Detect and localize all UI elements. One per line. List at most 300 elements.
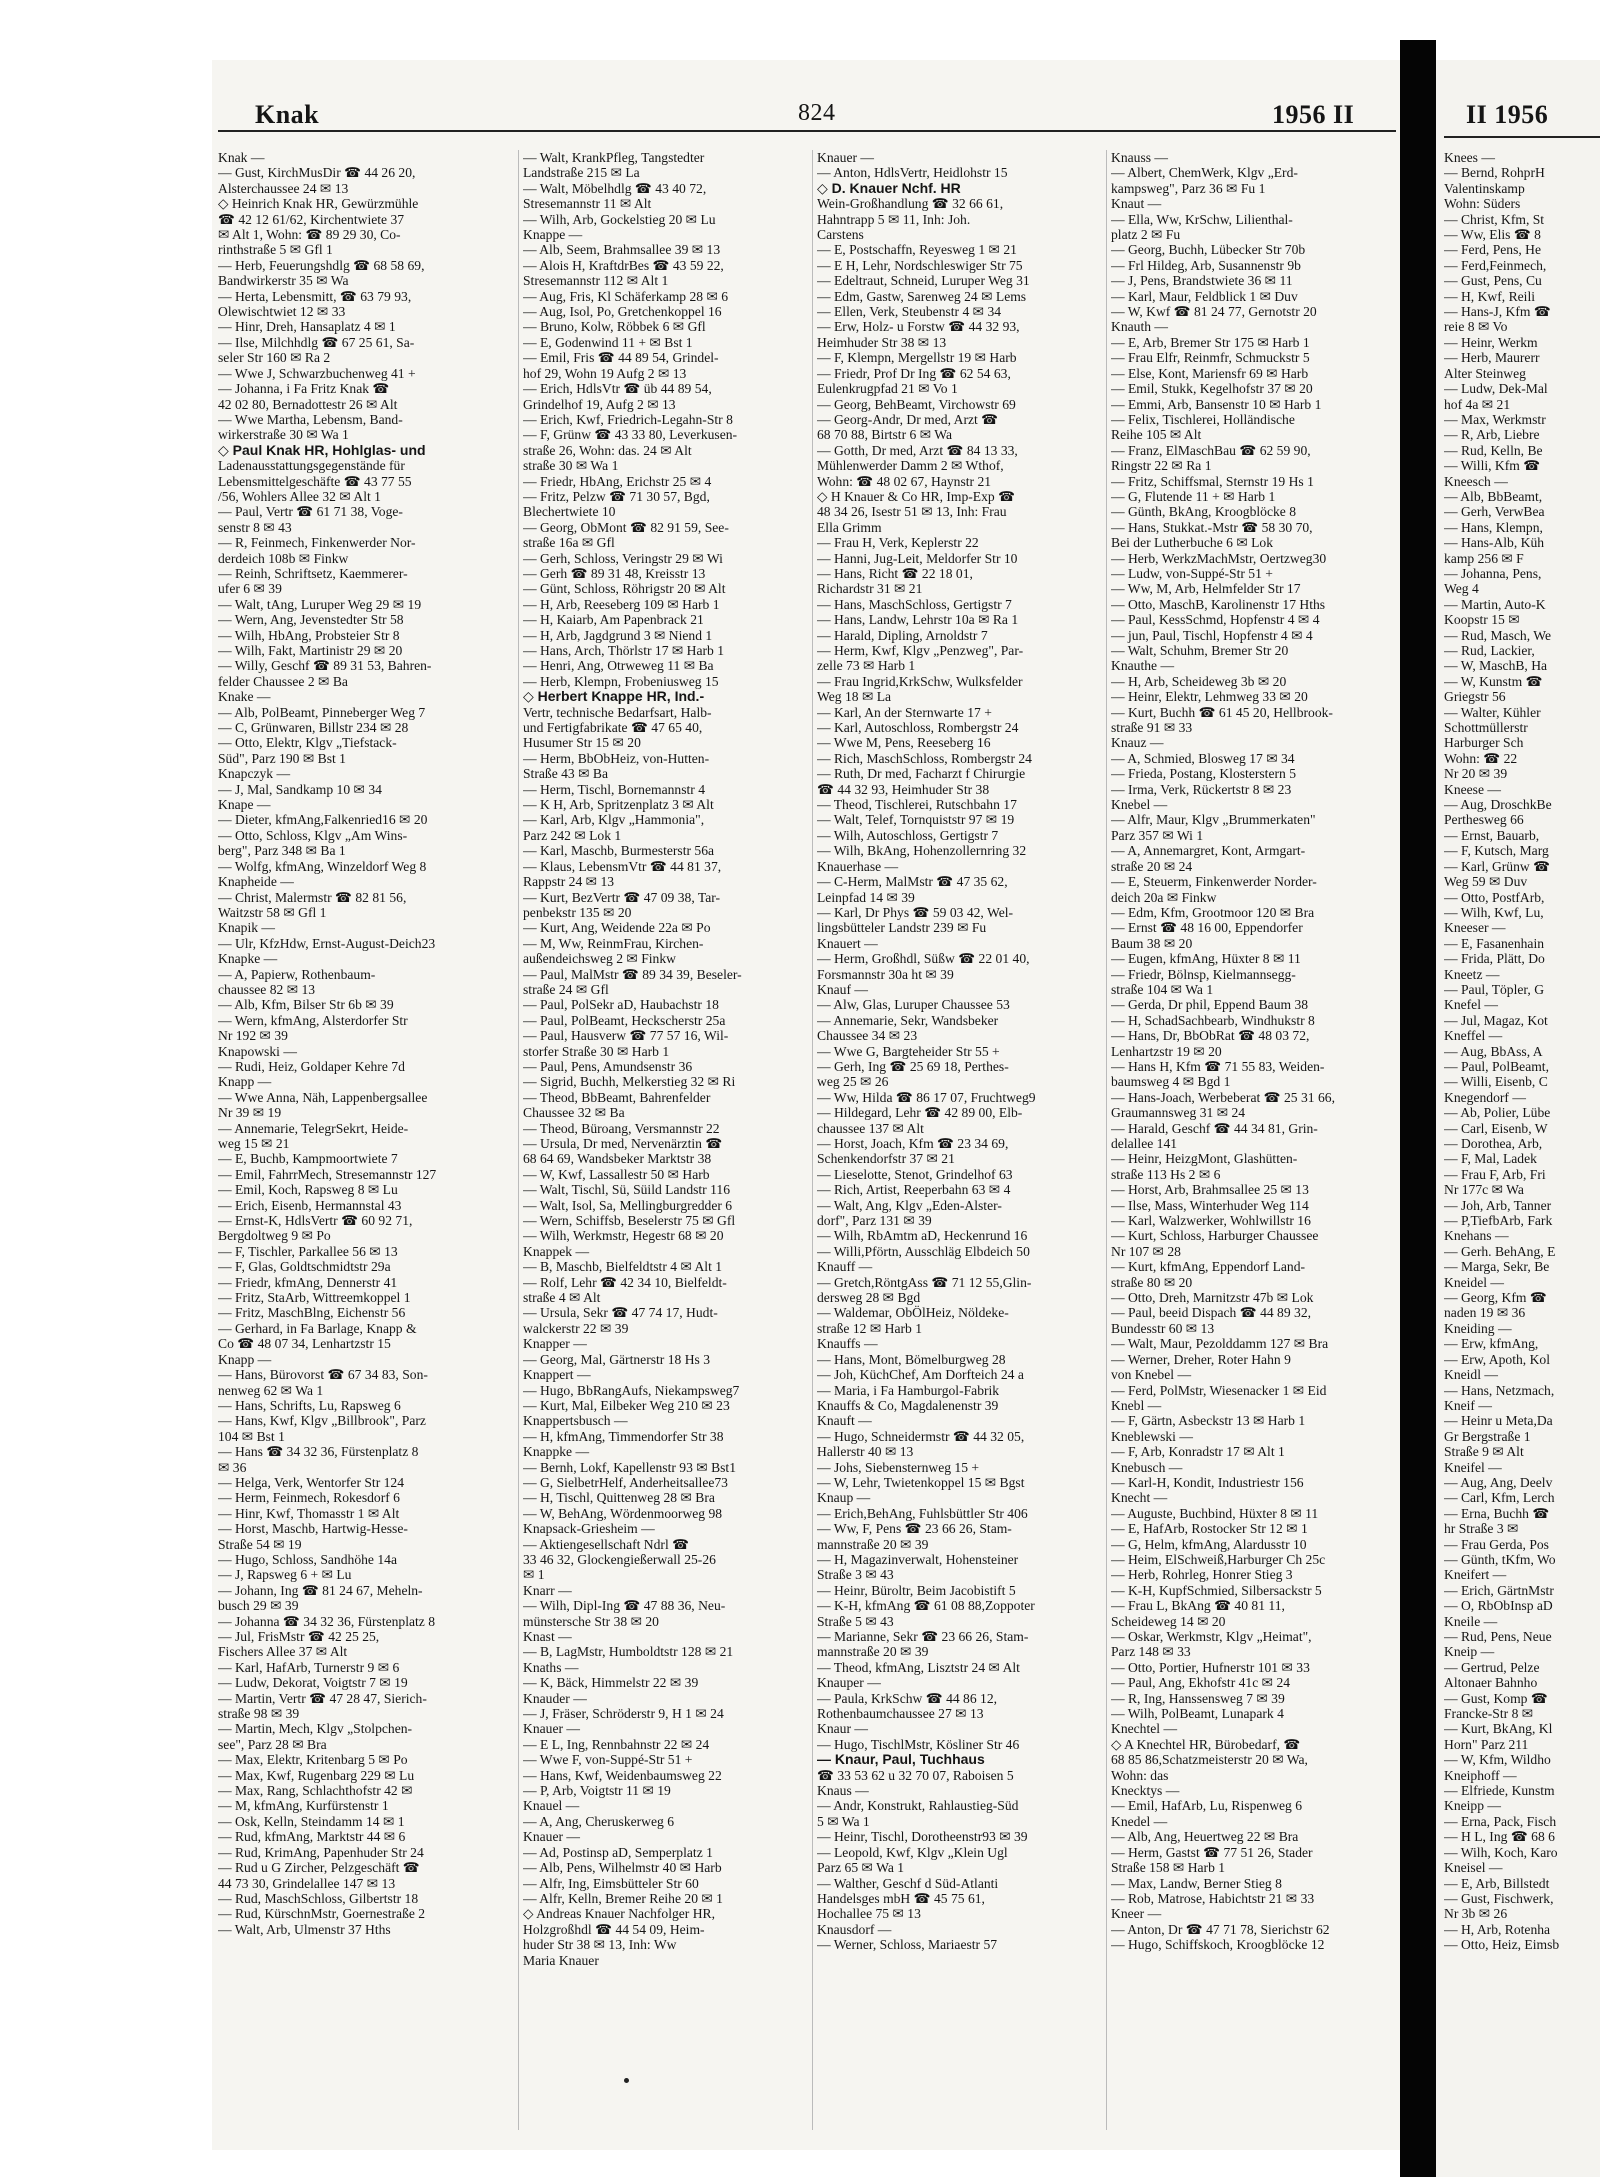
directory-entry-line: — Rich, Artist, Reeperbahn 63 ✉ 4 [817, 1182, 1011, 1198]
directory-entry-line: hof 4a ✉ 21 [1444, 396, 1511, 412]
directory-entry-line: Hahntrapp 5 ✉ 11, Inh: Joh. [817, 211, 971, 227]
directory-entry-line: Horn" Parz 211 [1444, 1736, 1529, 1752]
directory-entry-line: — Felix, Tischlerei, Holländische [1111, 411, 1295, 427]
directory-entry-line: ◇ Heinrich Knak HR, Gewürzmühle [218, 196, 419, 212]
directory-entry-line: — Heinr, HeizgMont, Glashütten- [1111, 1151, 1298, 1167]
directory-entry-line: Knauss — [1111, 150, 1169, 165]
directory-entry-line: /56, Wohlers Allee 32 ✉ Alt 1 [218, 488, 381, 504]
directory-entry-line: Knappe — [523, 227, 583, 243]
directory-entry-line: straße 20 ✉ 24 [1111, 858, 1193, 874]
directory-entry-line: — Wwe G, Bargteheider Str 55 + [817, 1043, 1000, 1059]
directory-entry-line: Handelsges mbH ☎ 45 75 61, [817, 1890, 985, 1906]
directory-entry-line: straße 16a ✉ Gfl [523, 535, 615, 551]
directory-entry-line: — Frau F, Arb, Fri [1444, 1166, 1546, 1182]
directory-entry-line: — Heinr u Meta,Da [1444, 1413, 1553, 1429]
directory-entry-line: — Wilh, Koch, Karo [1444, 1844, 1558, 1860]
directory-entry-line: Nr 177c ✉ Wa [1444, 1182, 1524, 1198]
directory-entry-line: — Reinh, Schriftsetz, Kaemmerer- [218, 565, 408, 581]
running-head-right: 1956 II [1272, 100, 1355, 129]
directory-entry-line: — Edeltraut, Schneid, Luruper Weg 31 [817, 273, 1030, 289]
directory-entry-line: platz 2 ✉ Fu [1111, 227, 1181, 243]
directory-entry-line: Knapik — [218, 920, 276, 936]
directory-entry-line: — Fritz, StaArb, Wittreemkoppel 1 [218, 1290, 411, 1306]
directory-entry-line: 44 73 30, Grindelallee 147 ✉ 13 [218, 1875, 396, 1891]
directory-entry-line: — Kurt, Ang, Weidende 22a ✉ Po [523, 920, 711, 936]
directory-entry-line: — Walther, Geschf d Süd-Atlanti [817, 1875, 999, 1891]
directory-entry-line: ✉ 36 [218, 1459, 247, 1475]
directory-entry-line: reie 8 ✉ Vo [1444, 319, 1508, 335]
directory-entry-line: — A, Schmied, Blosweg 17 ✉ 34 [1111, 750, 1295, 766]
directory-entry-line: Knauerhase — [817, 858, 899, 874]
directory-entry-line: kamp 256 ✉ F [1444, 550, 1524, 566]
directory-entry-line: — Alw, Glas, Luruper Chaussee 53 [817, 997, 1010, 1013]
directory-entry-line: Baum 38 ✉ 20 [1111, 935, 1193, 951]
directory-entry-line: — Friedr, HbAng, Erichstr 25 ✉ 4 [523, 473, 712, 489]
directory-entry-line: Parz 242 ✉ Lok 1 [523, 827, 622, 843]
directory-entry-line: Lebensmittelgeschäfte ☎ 43 77 55 [218, 473, 412, 489]
directory-entry-line: — Willi, Kfm ☎ [1444, 458, 1541, 474]
directory-entry-line: — Kurt, BezVertr ☎ 47 09 38, Tar- [523, 889, 721, 905]
directory-entry-line: — Wilh, RbAmtm aD, Heckenrund 16 [817, 1228, 1028, 1244]
directory-entry-line: — K, Bäck, Himmelstr 22 ✉ 39 [523, 1675, 699, 1691]
directory-entry-line: — F, Tischler, Parkallee 56 ✉ 13 [218, 1243, 398, 1259]
directory-entry-line: — Wilh, HbAng, Probsteier Str 8 [218, 627, 400, 643]
directory-entry-line: — H, SchadSachbearb, Windhukstr 8 [1111, 1012, 1315, 1028]
directory-entry-line: Wohn: Süders [1444, 196, 1521, 212]
directory-entry-line: — Ilse, Milchhdlg ☎ 67 25 61, Sa- [218, 334, 415, 350]
directory-entry-line: Knapke — [218, 951, 278, 967]
directory-entry-line: 33 46 32, Glockengießerwall 25-26 [523, 1551, 716, 1567]
directory-entry-line: — Ellen, Verk, Steubenstr 4 ✉ 34 [817, 304, 1002, 320]
directory-entry-line: — Gertrud, Pelze [1444, 1659, 1540, 1675]
book-gutter [1400, 40, 1436, 2177]
directory-entry-line: — Hildegard, Lehr ☎ 42 89 00, Elb- [817, 1105, 1023, 1121]
directory-entry-line: — Erich, Kwf, Friedrich-Legahn-Str 8 [523, 411, 733, 427]
directory-entry-line: straße 98 ✉ 39 [218, 1706, 300, 1722]
directory-entry-line: — Alfr, Kelln, Bremer Reihe 20 ✉ 1 [523, 1890, 723, 1906]
directory-entry-line: — C, Grünwaren, Billstr 234 ✉ 28 [218, 720, 409, 736]
directory-entry-line: — Otto, Dreh, Marnitzstr 47b ✉ Lok [1111, 1290, 1314, 1306]
directory-entry-line: — Werner, Dreher, Roter Hahn 9 [1111, 1351, 1291, 1367]
directory-entry-line: Knegendorf — [1444, 1089, 1526, 1105]
directory-entry-line: — Alois H, KraftdrBes ☎ 43 59 22, [523, 257, 724, 273]
directory-entry-line: kampsweg", Parz 36 ✉ Fu 1 [1111, 180, 1266, 196]
directory-entry-line: Knauper — [817, 1675, 881, 1691]
directory-entry-line: Kneiphoff — [1444, 1767, 1517, 1783]
directory-entry-line: ◇ Andreas Knauer Nachfolger HR, [523, 1906, 716, 1922]
directory-entry-line: Knape — [218, 797, 271, 813]
directory-entry-line: — Herb, Klempn, Frobeniusweg 15 [523, 673, 719, 689]
directory-entry-line: Knaur — [817, 1721, 868, 1737]
directory-entry-line: 5 ✉ Wa 1 [817, 1813, 870, 1829]
directory-entry-line: — Ww, Elis ☎ 8 [1444, 227, 1541, 243]
directory-entry-line: — F, Kutsch, Marg [1444, 843, 1549, 859]
directory-entry-line: — W, Kfm, Wildho [1444, 1752, 1551, 1768]
directory-entry-line: — H, Arb, Rotenha [1444, 1921, 1551, 1937]
directory-entry-line: straße 113 Hs 2 ✉ 6 [1111, 1166, 1221, 1182]
directory-entry-line: dorf", Parz 131 ✉ 39 [817, 1213, 932, 1229]
directory-entry-line: — Walter, Kühler [1444, 704, 1541, 720]
directory-entry-line: — Walt, tAng, Luruper Weg 29 ✉ 19 [218, 596, 422, 612]
directory-entry-line: Knauff — [817, 1259, 873, 1275]
directory-entry-line: — Aug, DroschkBe [1444, 797, 1552, 813]
directory-entry-line: — F, Grünw ☎ 43 33 80, Leverkusen- [523, 427, 738, 443]
directory-entry-line: senstr 8 ✉ 43 [218, 519, 292, 535]
directory-column-4 [1106, 150, 1371, 2130]
directory-entry-line: — P, Arb, Voigtstr 11 ✉ 19 [523, 1783, 671, 1799]
directory-entry-line: — Rud, MaschSchloss, Gilbertstr 18 [218, 1890, 419, 1906]
directory-entry-line: — Emil, Fris ☎ 44 89 54, Grindel- [523, 350, 719, 366]
directory-entry-line: — Henri, Ang, Otrweweg 11 ✉ Ba [523, 658, 714, 674]
directory-entry-line: — Georg, ObMont ☎ 82 91 59, See- [523, 519, 729, 535]
directory-entry-line: — Johanna, i Fa Fritz Knak ☎ [218, 381, 390, 397]
directory-entry-line: außendeichsweg 2 ✉ Finkw [523, 951, 676, 967]
directory-entry-line: — Emil, FahrrMech, Stresemannstr 127 [218, 1166, 437, 1182]
directory-entry-line: straße 24 ✉ Gfl [523, 981, 609, 997]
directory-entry-line: Knappke — [523, 1444, 590, 1460]
directory-entry-line: — H, Arb, Reeseberg 109 ✉ Harb 1 [523, 596, 720, 612]
directory-entry-line: — Alb, Ang, Heuertweg 22 ✉ Bra [1111, 1829, 1299, 1845]
directory-entry-line: Husumer Str 15 ✉ 20 [523, 735, 641, 751]
directory-entry-line: — Hugo, Schloss, Sandhöhe 14a [218, 1551, 397, 1567]
directory-entry-line: Perthesweg 66 [1444, 812, 1524, 828]
directory-entry-line: — Emmi, Arb, Bansenstr 10 ✉ Harb 1 [1111, 396, 1322, 412]
directory-entry-line: — Aug, BbAss, A [1444, 1043, 1543, 1059]
directory-entry-line: Stresemannstr 11 ✉ Alt [523, 196, 652, 212]
directory-entry-line: Kneip — [1444, 1644, 1495, 1660]
directory-entry-line: — Walt, Ang, Klgv „Eden-Alster- [817, 1197, 1002, 1213]
directory-entry-line: — Ernst-K, HdlsVertr ☎ 60 92 71, [218, 1213, 413, 1229]
directory-entry-line: Wein-Großhandlung ☎ 32 66 61, [817, 196, 1004, 212]
directory-entry-line: Weg 59 ✉ Duv [1444, 874, 1528, 890]
directory-entry-line: ☎ 33 53 62 u 32 70 07, Raboisen 5 [817, 1767, 1014, 1783]
directory-entry-line: — Alfr, Ing, Eimsbütteler Str 60 [523, 1875, 699, 1891]
directory-entry-line: — Rud, KürschnMstr, Goernestraße 2 [218, 1906, 426, 1922]
directory-entry-line: Knapczyk — [218, 766, 291, 782]
directory-entry-line: Knauthe — [1111, 658, 1175, 674]
directory-entry-line: — Hans, Kwf, Klgv „Billbrook", Parz [218, 1413, 426, 1429]
directory-entry-line: — Paul, KessSchmd, Hopfenstr 4 ✉ 4 [1111, 612, 1320, 628]
directory-entry-line: Parz 148 ✉ 33 [1111, 1644, 1191, 1660]
directory-entry-line: Knaths — [523, 1659, 579, 1675]
directory-entry-line: — Herta, Lebensmitt, ☎ 63 79 93, [218, 288, 412, 304]
directory-entry-line: — Gretch,RöntgAss ☎ 71 12 55,Glin- [817, 1274, 1032, 1290]
directory-entry-line: chaussee 82 ✉ 13 [218, 981, 316, 997]
directory-entry-line: — Hans, Mont, Bömelburgweg 28 [817, 1351, 1006, 1367]
directory-entry-line: — Erich, HdlsVtr ☎ üb 44 89 54, [523, 381, 712, 397]
directory-entry-line: Kneidel — [1444, 1274, 1505, 1290]
directory-entry-line: Wohn: ☎ 22 [1444, 750, 1518, 766]
directory-entry-line: — Johanna, Pens, [1444, 565, 1542, 581]
directory-entry-line: Knapowski — [218, 1043, 297, 1059]
directory-entry-line: Knast — [523, 1629, 572, 1644]
directory-entry-line: — Frl Hildeg, Arb, Susannenstr 9b [1111, 257, 1301, 273]
directory-entry-line: — Emil, HafArb, Lu, Rispenweg 6 [1111, 1798, 1303, 1814]
directory-entry-line: — Max, Elektr, Kritenbarg 5 ✉ Po [218, 1752, 408, 1768]
directory-entry-line: Wohn: das [1111, 1767, 1169, 1783]
directory-entry-line: — Frau L, BkAng ☎ 40 81 11, [1111, 1598, 1285, 1614]
directory-entry-line: Scheideweg 14 ✉ 20 [1111, 1613, 1226, 1629]
directory-entry-line: Harburger Sch [1444, 735, 1524, 751]
directory-entry-line: — Walt, Möbelhdlg ☎ 43 40 72, [523, 180, 707, 196]
directory-entry-line: delallee 141 [1111, 1136, 1178, 1151]
directory-entry-line: — K-H, KupfSchmied, Silbersackstr 5 [1111, 1582, 1322, 1598]
directory-entry-line: Kneifert — [1444, 1567, 1507, 1583]
directory-entry-line: — Kurt, kfmAng, Eppendorf Land- [1111, 1259, 1306, 1275]
directory-entry-line: — Dorothea, Arb, [1444, 1136, 1543, 1151]
directory-entry-line: — Albert, ChemWerk, Klgv „Erd- [1111, 165, 1298, 181]
directory-entry-line: Kneer — [1111, 1906, 1162, 1922]
directory-entry-line: — Aktiengesellschaft Ndrl ☎ [523, 1536, 690, 1552]
directory-entry-line: — Max, Werkmstr [1444, 411, 1546, 427]
directory-entry-line: Hochallee 75 ✉ 13 [817, 1906, 921, 1922]
directory-entry-line: Knappek — [523, 1243, 590, 1259]
directory-entry-line: 104 ✉ Bst 1 [218, 1428, 285, 1444]
directory-entry-line: Straße 43 ✉ Ba [523, 766, 609, 782]
directory-entry-line: — H, Tischl, Quittenweg 28 ✉ Bra [523, 1490, 715, 1506]
directory-entry-line: — Frida, Plätt, Do [1444, 951, 1545, 967]
directory-entry-line: Knapper — [523, 1336, 587, 1352]
directory-entry-line: — Ursula, Dr med, Nervenärztin ☎ [523, 1136, 723, 1151]
directory-entry-line: Knees — [1444, 150, 1495, 165]
directory-entry-line: Knecktys — [1111, 1783, 1180, 1799]
directory-entry-line: Knauert — [817, 935, 878, 951]
next-page-column [1444, 150, 1600, 2130]
directory-entry-line: Knake — [218, 689, 271, 705]
directory-entry-line: — Frau Elfr, Reinmfr, Schmuckstr 5 [1111, 350, 1310, 366]
directory-entry-line: Kneesch — [1444, 473, 1508, 489]
directory-entry-line: Knak — [218, 150, 265, 165]
directory-entry-line: Knapheide — [218, 874, 294, 890]
directory-entry-line: — Erna, Pack, Fisch [1444, 1813, 1557, 1829]
directory-entry-line: naden 19 ✉ 36 [1444, 1305, 1526, 1321]
directory-entry-line: Kneeser — [1444, 920, 1506, 936]
directory-entry-line: — Ww, Hilda ☎ 86 17 07, Fruchtweg9 [817, 1089, 1036, 1105]
directory-column-3 [812, 150, 1069, 2130]
directory-entry-line: straße 30 ✉ Wa 1 [523, 458, 619, 474]
directory-entry-line: — Martin, Auto-K [1444, 596, 1546, 612]
directory-entry-line: — Hugo, Schiffskoch, Kroogblöcke 12 [1111, 1937, 1325, 1953]
directory-entry-line: — Hans, Dr, BbObRat ☎ 48 03 72, [1111, 1028, 1310, 1044]
directory-entry-line: Kneffel — [1444, 1028, 1503, 1044]
directory-entry-line: Knehans — [1444, 1228, 1509, 1244]
directory-entry-line: — Fritz, Schiffsmal, Sternstr 19 Hs 1 [1111, 473, 1314, 489]
directory-entry-line: straße 4 ✉ Alt [523, 1290, 601, 1306]
directory-entry-line: — jun, Paul, Tischl, Hopfenstr 4 ✉ 4 [1111, 627, 1313, 643]
directory-entry-line: — Georg-Andr, Dr med, Arzt ☎ [817, 411, 999, 427]
directory-entry-line: — E H, Lehr, Nordschleswiger Str 75 [817, 257, 1023, 273]
directory-entry-line: — W, Kwf ☎ 81 24 77, Gernotstr 20 [1111, 304, 1317, 320]
directory-entry-line: — Alb, Seem, Brahmsallee 39 ✉ 13 [523, 242, 721, 258]
directory-entry-line: — Ilse, Mass, Winterhuder Weg 114 [1111, 1197, 1309, 1213]
directory-entry-line: derdeich 108b ✉ Finkw [218, 550, 349, 566]
directory-entry-line: ✉ Alt 1, Wohn: ☎ 89 29 30, Co- [218, 227, 401, 243]
directory-entry-line: — Theod, Tischlerei, Rutschbahn 17 [817, 797, 1017, 813]
directory-entry-line: Knappert — [523, 1367, 591, 1383]
directory-entry-line: — E, HafArb, Rostocker Str 12 ✉ 1 [1111, 1521, 1308, 1537]
directory-entry-line: — H L, Ing ☎ 68 6 [1444, 1829, 1555, 1845]
directory-entry-line: — Paul, PolSekr aD, Haubachstr 18 [523, 997, 719, 1013]
directory-entry-line: — Joh, KüchChef, Am Dorfteich 24 a [817, 1367, 1024, 1383]
directory-entry-line: — Paul, PolBeamt, Heckscherstr 25a [523, 1012, 726, 1028]
directory-entry-line: — Paul, MalMstr ☎ 89 34 39, Beseler- [523, 966, 742, 982]
directory-entry-line: Gr Bergstraße 1 [1444, 1428, 1531, 1444]
directory-entry-line: Olewischtwiet 12 ✉ 33 [218, 304, 346, 320]
directory-entry-line: — J, Pens, Brandstwiete 36 ✉ 11 [1111, 273, 1293, 289]
directory-entry-line: — Ulr, KfzHdw, Ernst-August-Deich23 [218, 935, 436, 951]
directory-entry-line: — H, Arb, Jagdgrund 3 ✉ Niend 1 [523, 627, 713, 643]
directory-entry-line: — Wilh, Dipl-Ing ☎ 47 88 36, Neu- [523, 1598, 726, 1614]
directory-entry-line: 48 34 26, Isestr 51 ✉ 13, Inh: Frau [817, 504, 1007, 520]
directory-entry-line: — Kurt, Mal, Eilbeker Weg 210 ✉ 23 [523, 1397, 730, 1413]
directory-entry-line: Weg 4 [1444, 581, 1479, 597]
directory-entry-line: — Sigrid, Buchh, Melkerstieg 32 ✉ Ri [523, 1074, 736, 1090]
directory-entry-line: Knauer — [817, 150, 874, 165]
directory-entry-line: — F, Mal, Ladek [1444, 1151, 1537, 1167]
directory-entry-line: — Wilh, Kwf, Lu, [1444, 904, 1544, 920]
directory-entry-line: — Wwe F, von-Suppé-Str 51 + [523, 1752, 693, 1768]
directory-entry-line: Knauffs & Co, Magdalenenstr 39 [817, 1397, 999, 1413]
directory-entry-line: — Hanni, Jug-Leit, Meldorfer Str 10 [817, 550, 1018, 566]
directory-entry-line: und Fertigfabrikate ☎ 47 65 40, [523, 720, 703, 736]
directory-entry-line: 68 70 88, Birtstr 6 ✉ Wa [817, 427, 953, 443]
directory-entry-line: — Herm, Gastst ☎ 77 51 26, Stader [1111, 1844, 1313, 1860]
directory-entry-line: mannstraße 20 ✉ 39 [817, 1644, 929, 1660]
directory-entry-line: — Hans, Bürovorst ☎ 67 34 83, Son- [218, 1367, 428, 1383]
directory-entry-line: — Horst, Maschb, Hartwig-Hesse- [218, 1521, 408, 1537]
directory-entry-line: Knaup — [817, 1490, 871, 1506]
directory-entry-line: — Wolfg, kfmAng, Winzeldorf Weg 8 [218, 858, 427, 874]
directory-entry-line: — Ludw, Dekorat, Voigtstr 7 ✉ 19 [218, 1675, 408, 1691]
directory-entry-line: münstersche Str 38 ✉ 20 [523, 1613, 659, 1629]
directory-entry-line: ☎ 44 32 93, Heimhuder Str 38 [817, 781, 990, 797]
directory-entry-line: — Gust, Pens, Cu [1444, 273, 1542, 289]
directory-entry-line: Kneese — [1444, 781, 1501, 797]
directory-entry-line: Maria Knauer [523, 1952, 599, 1968]
directory-entry-line: — Marianne, Sekr ☎ 23 66 26, Stam- [817, 1629, 1029, 1644]
directory-entry-line: — Maria, i Fa Hamburgol-Fabrik [817, 1382, 1000, 1398]
directory-entry-line: — Wwe J, Schwarzbuchenweg 41 + [218, 365, 416, 381]
directory-entry-line: Kneidl — [1444, 1367, 1498, 1383]
directory-entry-line: — Herb, Maurerr [1444, 350, 1540, 366]
directory-entry-line: — Willi,Pförtn, Ausschläg Elbdeich 50 [817, 1243, 1030, 1259]
directory-entry-line: — Frau Ingrid,KrkSchw, Wulksfelder [817, 673, 1023, 689]
directory-entry-line: — Martin, Vertr ☎ 47 28 47, Sierich- [218, 1690, 427, 1706]
directory-entry-line: Straße 5 ✉ 43 [817, 1613, 894, 1629]
directory-entry-line: — W, Kwf, Lassallestr 50 ✉ Harb [523, 1166, 710, 1182]
directory-entry-line: — Hans, Arch, Thörlstr 17 ✉ Harb 1 [523, 643, 725, 658]
directory-entry-line: Knauth — [1111, 319, 1169, 335]
directory-entry-line: — Andr, Konstrukt, Rahlaustieg-Süd [817, 1798, 1019, 1814]
directory-entry-line: Nr 39 ✉ 19 [218, 1105, 282, 1121]
directory-entry-line: — Ferd,Feinmech, [1444, 257, 1547, 273]
directory-entry-line: — Paul, Töpler, G [1444, 981, 1545, 997]
directory-entry-line: — Ludw, von-Suppé-Str 51 + [1111, 565, 1273, 581]
directory-entry-line: Alsterchaussee 24 ✉ 13 [218, 180, 349, 196]
directory-entry-line: — Willi, Eisenb, C [1444, 1074, 1548, 1090]
directory-entry-line: — Gotth, Dr med, Arzt ☎ 84 13 33, [817, 442, 1018, 458]
directory-entry-line: straße 80 ✉ 20 [1111, 1274, 1193, 1290]
directory-entry-line: Knauer — [523, 1829, 580, 1845]
directory-entry-line: — Ww, F, Pens ☎ 23 66 26, Stam- [817, 1521, 1012, 1537]
directory-entry-line: 68 85 86,Schatzmeisterstr 20 ✉ Wa, [1111, 1752, 1308, 1768]
directory-entry-line: Schenkendorfstr 37 ✉ 21 [817, 1151, 955, 1167]
directory-entry-line: — Erw, kfmAng, [1444, 1336, 1539, 1352]
directory-entry-line: Graumannsweg 31 ✉ 24 [1111, 1105, 1246, 1121]
directory-entry-line: — E, Fasanenhain [1444, 935, 1545, 951]
directory-entry-line: — Karl, An der Sternwarte 17 + [817, 704, 992, 720]
directory-entry-line: — W, MaschB, Ha [1444, 658, 1548, 674]
directory-entry-line: Rothenbaumchaussee 27 ✉ 13 [817, 1706, 984, 1722]
directory-entry-line: 42 02 80, Bernadottestr 26 ✉ Alt [218, 396, 398, 412]
directory-entry-line: Kneblewski — [1111, 1428, 1193, 1444]
directory-entry-line: — Fritz, Pelzw ☎ 71 30 57, Bgd, [523, 488, 710, 504]
directory-entry-line: — J, Rapsweg 6 + ✉ Lu [218, 1567, 352, 1583]
directory-entry-line: — M, Ww, ReinmFrau, Kirchen- [523, 935, 704, 951]
directory-entry-line: — Georg, Buchh, Lübecker Str 70b [1111, 242, 1306, 258]
directory-entry-line: — Herm, Tischl, Bornemannstr 4 [523, 781, 706, 797]
directory-entry-line: berg", Parz 348 ✉ Ba 1 [218, 843, 346, 859]
directory-entry-line: — Hugo, Schneidermstr ☎ 44 32 05, [817, 1428, 1025, 1444]
directory-entry-line: — Walt, Tischl, Sü, Süild Landstr 116 [523, 1182, 730, 1198]
directory-entry-line: Knapp — [218, 1351, 272, 1367]
directory-entry-line: — Ruth, Dr med, Facharzt f Chirurgie [817, 766, 1026, 782]
directory-entry-line: — Lieselotte, Stenot, Grindelhof 63 [817, 1166, 1013, 1182]
directory-entry-line: Knappertsbusch — [523, 1413, 628, 1429]
directory-entry-line: Carstens [817, 227, 864, 243]
directory-entry-line: — E L, Ing, Rennbahnstr 22 ✉ 24 [523, 1736, 710, 1752]
directory-entry-line: — H, Kwf, Reili [1444, 288, 1535, 304]
directory-entry-line: deich 20a ✉ Finkw [1111, 889, 1217, 905]
directory-entry-line: — Ferd, PolMstr, Wiesenacker 1 ✉ Eid [1111, 1382, 1327, 1398]
directory-entry-line: — Ernst ☎ 48 16 00, Eppendorfer [1111, 920, 1303, 936]
directory-entry-line: Nr 192 ✉ 39 [218, 1028, 288, 1044]
directory-entry-line: walckerstr 22 ✉ 39 [523, 1320, 629, 1336]
directory-entry-line: — Hinr, Kwf, Thomasstr 1 ✉ Alt [218, 1505, 400, 1521]
directory-entry-line: — Jul, Magaz, Kot [1444, 1012, 1548, 1028]
directory-entry-line: — Eugen, kfmAng, Hüxter 8 ✉ 11 [1111, 951, 1301, 967]
directory-entry-line: Nr 107 ✉ 28 [1111, 1243, 1181, 1259]
directory-entry-line: — Erich, GärtnMstr [1444, 1582, 1554, 1598]
directory-entry-line: — Hugo, BbRangAufs, Niekampsweg7 [523, 1382, 740, 1398]
directory-entry-line: Kneipp — [1444, 1798, 1502, 1814]
directory-entry-line: Bergdoltweg 9 ✉ Po [218, 1228, 331, 1244]
directory-entry-line: — Karl, Grünw ☎ [1444, 858, 1551, 874]
directory-entry-line: Alter Steinweg [1444, 365, 1526, 381]
directory-entry-line: — Günt, Schloss, Röhrigstr 20 ✉ Alt [523, 581, 726, 597]
directory-entry-line: — Friedr, kfmAng, Dennerstr 41 [218, 1274, 398, 1290]
directory-entry-line: — Rud, kfmAng, Marktstr 44 ✉ 6 [218, 1829, 406, 1845]
directory-entry-line: — Alb, BbBeamt, [1444, 488, 1543, 504]
directory-entry-line: — Emil, Stukk, Kegelhofstr 37 ✉ 20 [1111, 381, 1313, 397]
directory-entry-line: — Gust, KirchMusDir ☎ 44 26 20, [218, 165, 416, 181]
directory-entry-line: — Walt, KrankPfleg, Tangstedter [523, 150, 705, 165]
directory-entry-line: — H, Arb, Scheideweg 3b ✉ 20 [1111, 673, 1287, 689]
directory-entry-line: — E, Godenwind 11 + ✉ Bst 1 [523, 334, 693, 350]
directory-entry-line: — Karl, Dr Phys ☎ 59 03 42, Wel- [817, 904, 1014, 920]
directory-entry-line: — Herb, Rohrleg, Honrer Stieg 3 [1111, 1567, 1293, 1583]
directory-entry-line: Vertr, technische Bedarfsart, Halb- [523, 704, 712, 720]
directory-entry-line: — Hans-Alb, Küh [1444, 535, 1545, 551]
directory-entry-line: Knauer — [523, 1721, 580, 1737]
directory-entry-line: — E, Arb, Billstedt [1444, 1875, 1550, 1891]
directory-entry-line: — Hugo, TischlMstr, Kösliner Str 46 [817, 1736, 1020, 1752]
directory-entry-line: — Franz, ElMaschBau ☎ 62 59 90, [1111, 442, 1311, 458]
directory-entry-line: — Wilh, Autoschloss, Gertigstr 7 [817, 827, 999, 843]
running-head-left: Knak [255, 100, 320, 129]
directory-entry-line: — Auguste, Buchbind, Hüxter 8 ✉ 11 [1111, 1505, 1319, 1521]
directory-entry-line: — Johanna ☎ 34 32 36, Fürstenplatz 8 [218, 1613, 436, 1629]
